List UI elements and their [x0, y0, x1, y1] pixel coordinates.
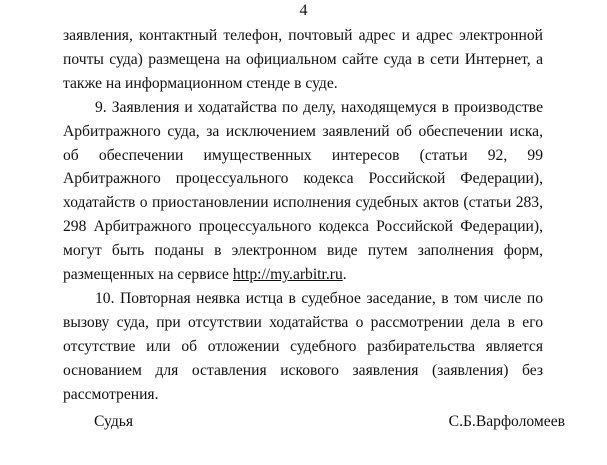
judge-title: Судья: [94, 413, 134, 430]
page-number: 4: [299, 2, 308, 19]
paragraph-9: [63, 96, 543, 287]
paragraph-10: 10. Повторная неявка истца в судебное заседание, в том числе по вызову суда, при отсутствии ходатайства о рассмотрении дела в его отсутствие или об отложении судебного разбирательства является основанием для оставления искового заявления (заявления) без рассмотрения.: [63, 289, 543, 403]
paragraph-9-end: .: [342, 266, 347, 284]
paragraph-9-text: 9. Заявления и ходатайства по делу, находящемуся в производстве Арбитражного суда, за исключением заявлений об обеспечении иска, об обеспечении имущественных интересов (статьи 92, 99 Арбитражного процессуального кодекса Российской Федерации), ходатайств о приостановлении исполнения судебных актов (статьи 283, 298 Арбитражного процессуального кодекса Российской Федерации), могут быть поданы в электронном виде путем заполнения форм, размещенных на сервисе: [63, 98, 543, 284]
paragraph-8-continuation: заявления, контактный телефон, почтовый адрес и адрес электронной почты суда) размещена на официальном сайте суда в сети Интернет, а также на информационном стенде в суде.: [63, 27, 543, 92]
arbitr-service-link[interactable]: http://my.arbitr.ru: [232, 266, 343, 284]
signature-block: [0, 410, 607, 434]
judge-name: С.Б.Варфоломеев: [448, 413, 565, 430]
document-body: [63, 24, 543, 407]
